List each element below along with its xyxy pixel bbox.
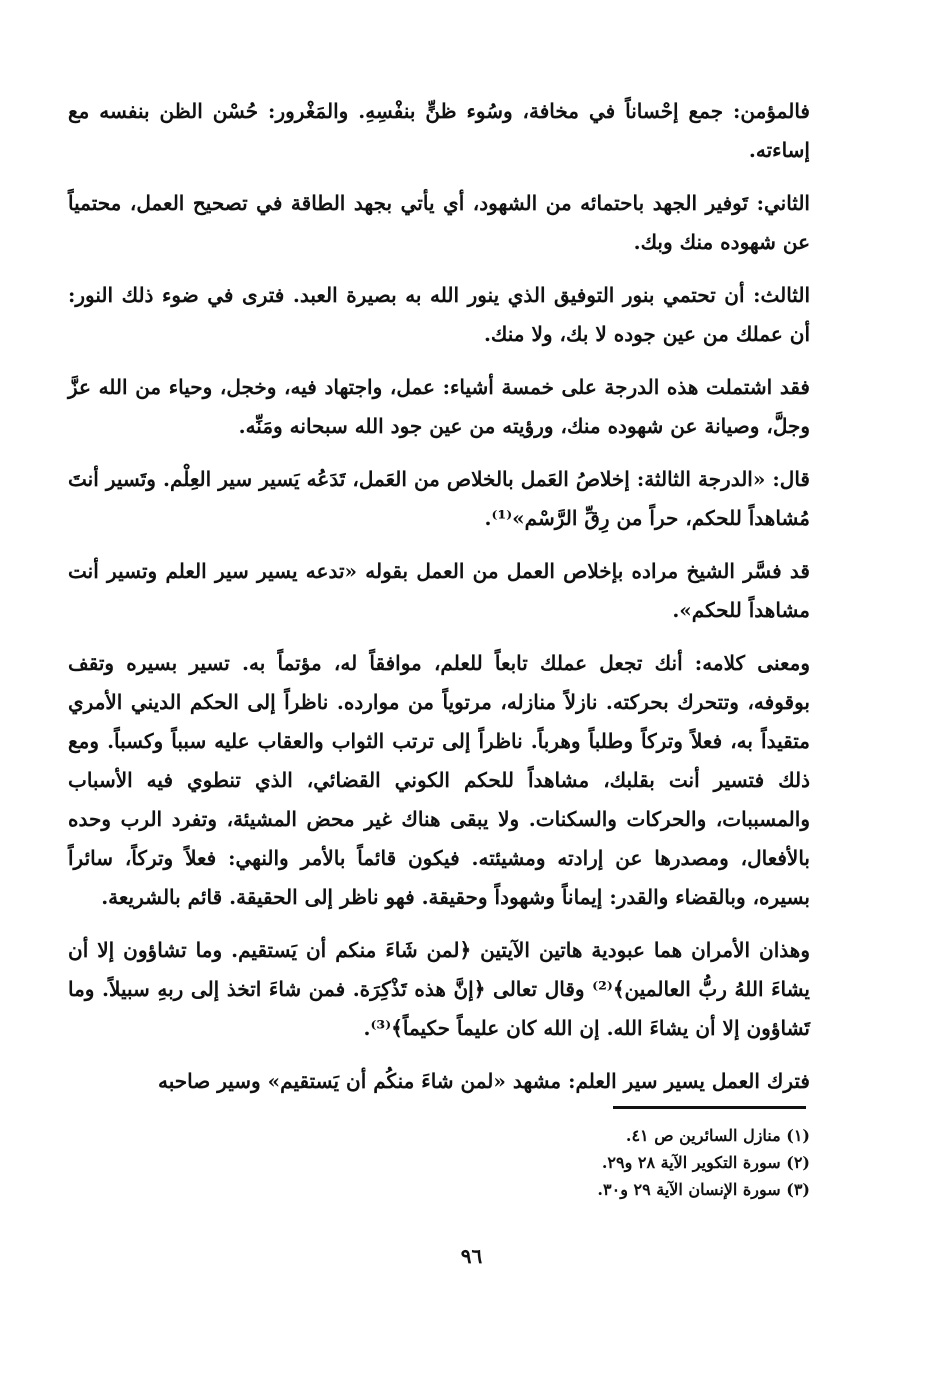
- page-body: [68, 92, 810, 1115]
- page-number: ٩٦: [460, 1244, 483, 1268]
- footnotes: [400, 1122, 810, 1203]
- paragraph-8: وهذان الأمران هما عبودية هاتين الآيتين ﴿لمن شَاءَ منكم أن يَستقيم. وما تشاؤون إلا أن يشاءَ اللهُ ربُّ العالمين﴾⁽²⁾ وقال تعالى ﴿إنَّ هذه تَذْكِرَة. فمن شاءَ اتخذ إلى ربهِ سبيلاً. وما تَشاؤون إلا أن يشاءَ الله. إن الله كان عليماً حكيماً﴾⁽³⁾.: [68, 938, 810, 1040]
- footnote-divider: [613, 1106, 806, 1109]
- paragraph-2: الثاني: تَوفير الجهد باحتمائه من الشهود، أي يأتي بجهد الطاقة في تصحيح العمل، محتمياً عن شهوده منك وبك.: [68, 191, 810, 254]
- paragraph-3: الثالث: أن تحتمي بنور التوفيق الذي ينور الله به بصيرة العبد. فترى في ضوء ذلك النور: أن عملك من عين جوده لا بك، ولا منك.: [68, 283, 810, 346]
- paragraph-5: قال: «الدرجة الثالثة: إخلاصُ العَمل بالخلاص من العَمل، تَدَعُه يَسير سير العِلْم. وتَسير أنتَ مُشاهداً للحكم، حراً من رِقِّ الرَّسْم»⁽¹⁾.: [68, 467, 810, 530]
- footnote-3: (٣) سورة الإنسان الآية ٢٩ و٣٠.: [597, 1180, 810, 1199]
- paragraph-6: قد فسَّر الشيخ مراده بإخلاص العمل من العمل بقوله «تدعه يسير سير العلم وتسير أنت مشاهداً للحكم».: [68, 559, 810, 622]
- paragraph-9: فترك العمل يسير سير العلم: مشهد «لمن شاءَ منكُم أن يَستقيم» وسير صاحبه: [158, 1069, 810, 1093]
- footnote-2: (٢) سورة التكوير الآية ٢٨ و٢٩.: [601, 1153, 810, 1172]
- paragraph-7: ومعنى كلامه: أنك تجعل عملك تابعاً للعلم، موافقاً له، مؤتماً به. تسير بسيره وتقف بوقوفه، وتتحرك بحركته. نازلاً منازله، مرتوياً من موارده. ناظراً إلى الحكم الديني الأمري متقيداً به، فعلاً وتركاً وطلباً وهرباً. ناظراً إلى ترتب الثواب والعقاب عليه سبباً وكسباً. ومع ذلك فتسير أنت بقلبك، مشاهداً للحكم الكوني القضائي، الذي تنطوي فيه الأسباب والمسببات، والحركات والسكنات. ولا يبقى هناك غير محض المشيئة، وتفرد الرب وحده بالأفعال، ومصدرها عن إرادته ومشيئته. فيكون قائماً بالأمر والنهي: فعلاً وتركاً، سائراً بسيره، وبالقضاء والقدر: إيماناً وشهوداً وحقيقة. فهو ناظر إلى الحقيقة. قائم بالشريعة.: [68, 651, 810, 909]
- paragraph-1: فالمؤمن: جمع إحْساناً في مخافة، وسُوء ظنٍّ بنفْسِهِ. والمَغْرور: حُسْن الظن بنفسه مع إساءته.: [68, 99, 810, 162]
- footnote-1: (١) منازل السائرين ص ٤١.: [625, 1126, 810, 1145]
- paragraph-4: فقد اشتملت هذه الدرجة على خمسة أشياء: عمل، واجتهاد فيه، وخجل، وحياء من الله عزَّ وجلَّ، وصيانة عن شهوده منك، ورؤيته من عين جود الله سبحانه ومَنِّه.: [68, 375, 810, 438]
